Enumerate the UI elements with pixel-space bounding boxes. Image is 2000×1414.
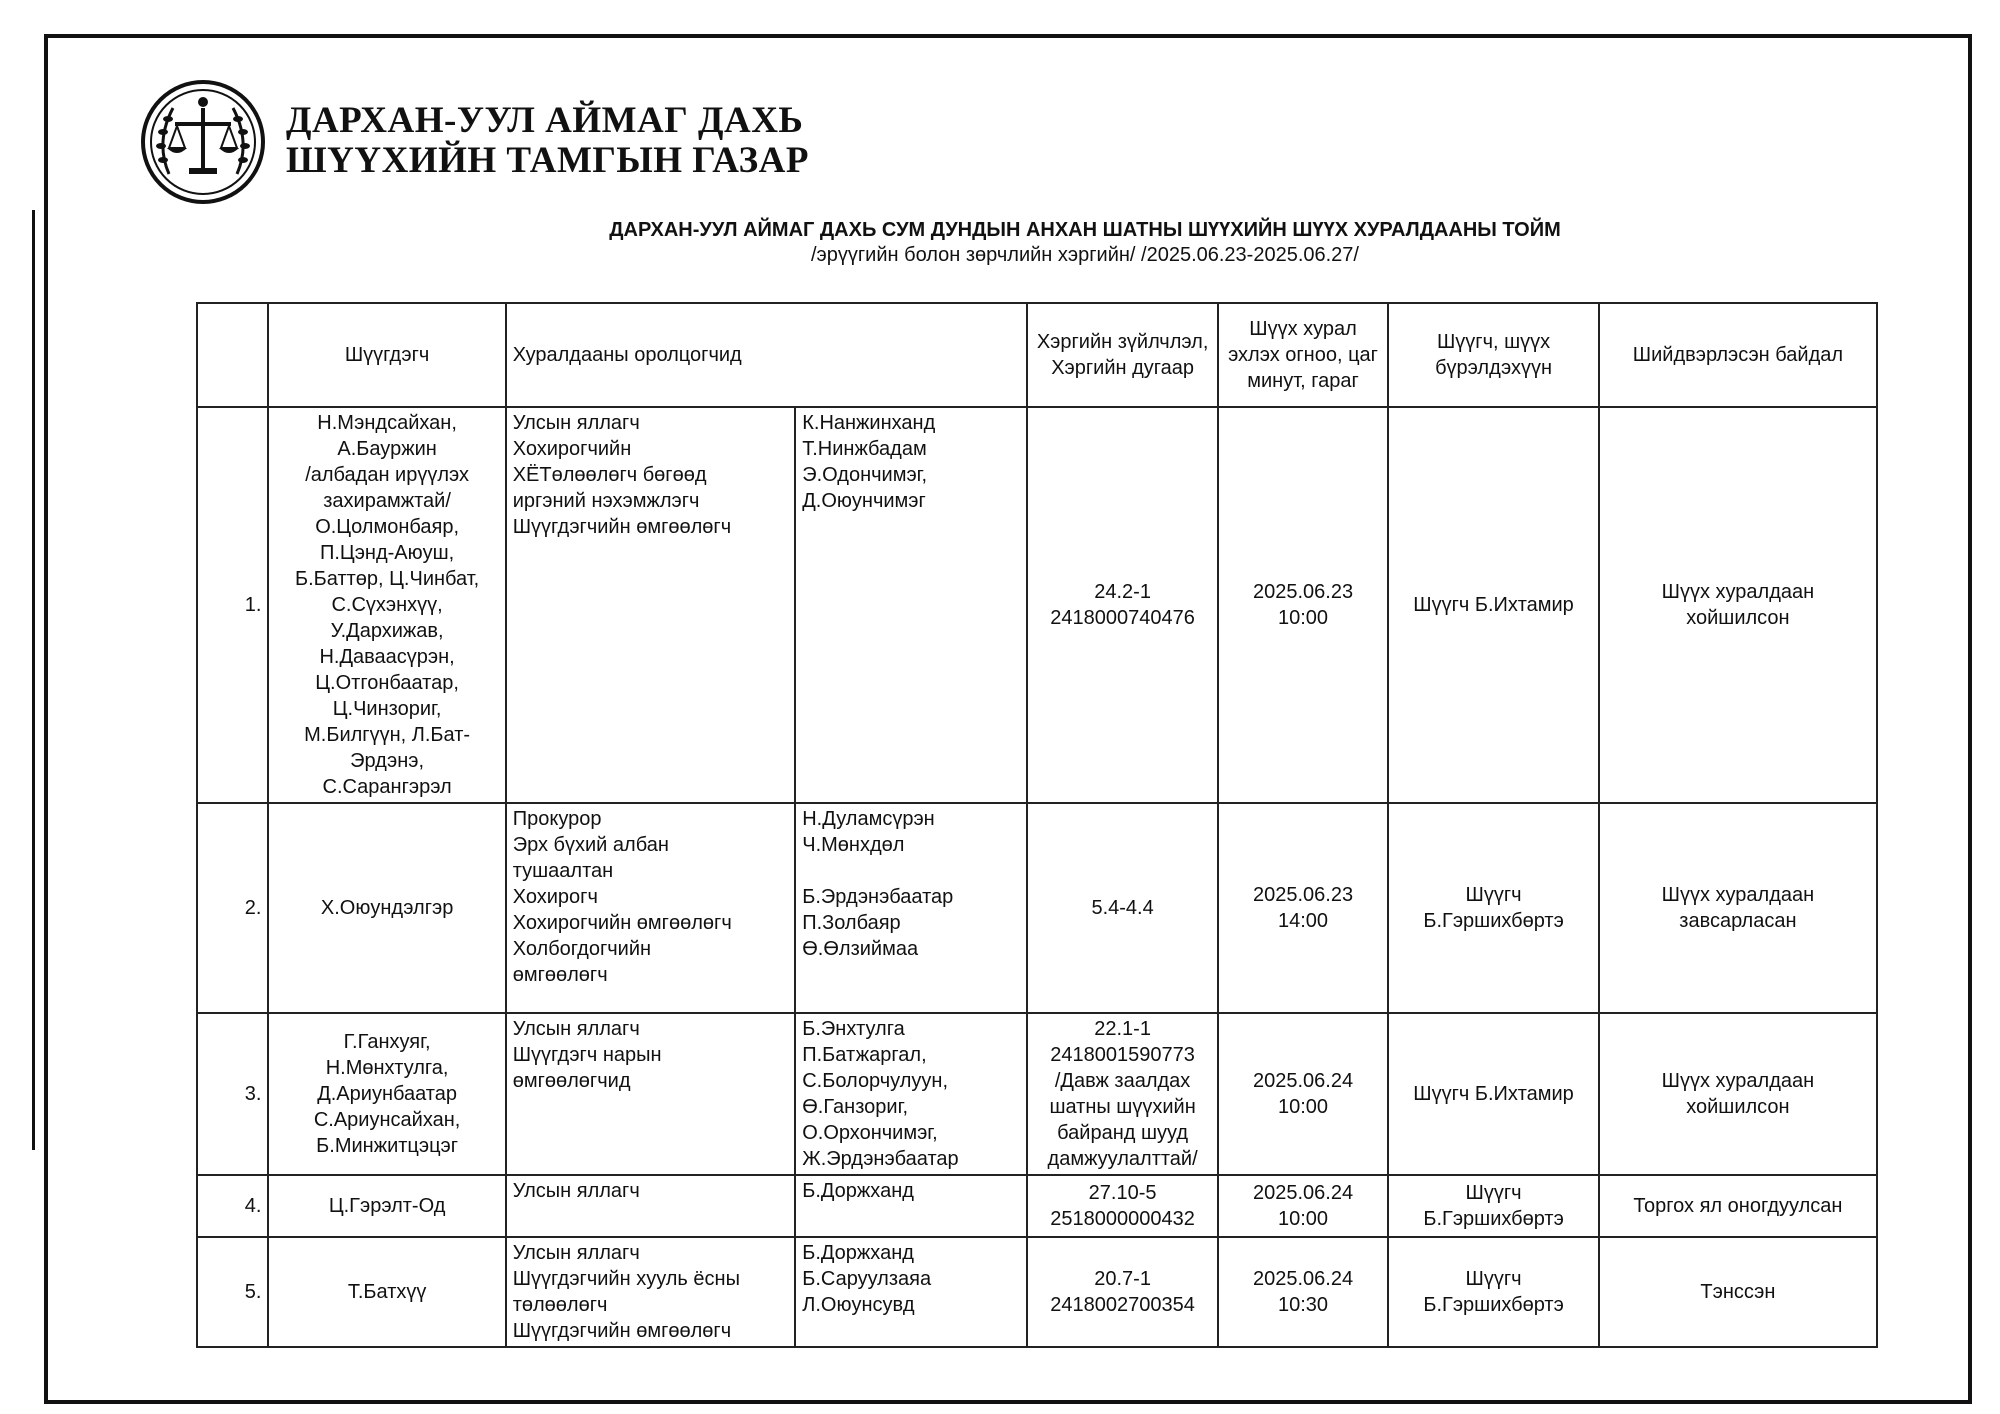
participant-roles-cell-line: иргэний нэхэмжлэгч: [512, 490, 700, 512]
case-cell-line: 24.2-1: [1094, 581, 1151, 603]
participant-roles-cell-line: Шүүгдэгч нарын: [512, 1044, 662, 1066]
defendant-cell-line: У.Дархижав,: [330, 620, 444, 642]
participant-roles-cell-line: тушаалтан: [512, 860, 614, 882]
date-cell-line: 2025.06.24: [1252, 1070, 1354, 1092]
defendant-cell-line: П.Цэнд-Аюуш,: [319, 542, 455, 564]
participant-names-cell-line: Ө.Ганзориг,: [802, 1096, 908, 1118]
date-cell-line: 2025.06.23: [1252, 884, 1354, 906]
date-cell: [1218, 1175, 1389, 1237]
defendant-cell-line: А.Бауржин: [337, 438, 437, 460]
date-cell: [1218, 1013, 1389, 1175]
result-cell: [1599, 1237, 1877, 1347]
date-cell: [1218, 803, 1389, 1013]
table-row: [197, 407, 1877, 803]
result-cell: [1599, 1013, 1877, 1175]
case-cell-line: 2418002700354: [1050, 1294, 1195, 1316]
participant-names-cell-line: К.Нанжинханд: [802, 412, 936, 434]
defendant-cell-line: Ц.Отгонбаатар,: [315, 672, 459, 694]
result-cell: [1599, 407, 1877, 803]
judge-cell-line: Б.Гэршихбөртэ: [1423, 1208, 1564, 1230]
date-cell-line: 10:00: [1278, 607, 1329, 629]
header-judge: Шүүгч, шүүх бүрэлдэхүүн: [1388, 303, 1599, 407]
participant-roles-cell-line: Холбогдогчийн: [512, 938, 652, 960]
participant-names-cell: [795, 1175, 1027, 1237]
result-cell-line: хойшилсон: [1686, 1096, 1790, 1118]
judge-cell: [1388, 1175, 1599, 1237]
title-subtitle: /эрүүгийн болон зөрчлийн хэргийн/ /2025.06.23-2025.06.27/: [811, 244, 1359, 266]
title-main: ДАРХАН-УУЛ АЙМАГ ДАХЬ СУМ ДУНДЫН АНХАН ШАТНЫ ШҮҮХИЙН ШҮҮХ ХУРАЛДААНЫ ТОЙМ: [609, 219, 1561, 241]
row-number: 1.: [197, 407, 268, 803]
case-cell-line: 27.10-5: [1088, 1182, 1157, 1204]
participant-roles-cell: [506, 407, 796, 803]
row-number: 5.: [197, 1237, 268, 1347]
header-case: Хэргийн зүйлчлэл, Хэргийн дугаар: [1027, 303, 1217, 407]
judge-cell-line: Б.Гэршихбөртэ: [1423, 1294, 1564, 1316]
participant-roles-cell: [506, 1237, 796, 1347]
judge-cell-line: Шүүгч Б.Ихтамир: [1413, 594, 1574, 616]
table-header-row: [197, 303, 1877, 407]
defendant-cell: [268, 1175, 505, 1237]
participant-names-cell-line: Ө.Өлзиймаа: [802, 938, 919, 960]
participant-roles-cell-line: Прокурор: [512, 808, 602, 830]
participant-roles-cell-line: Улсын яллагч: [512, 1242, 640, 1264]
participant-roles-cell: [506, 803, 796, 1013]
case-cell-line: 2518000000432: [1050, 1208, 1195, 1230]
table-row: [197, 1175, 1877, 1237]
participant-roles-cell-line: Улсын яллагч: [512, 1180, 640, 1202]
result-cell-line: Шүүх хуралдаан: [1661, 884, 1815, 906]
case-cell: [1027, 1013, 1217, 1175]
header-defendant: Шүүгдэгч: [268, 303, 505, 407]
judge-cell: [1388, 407, 1599, 803]
header-result: Шийдвэрлэсэн байдал: [1599, 303, 1877, 407]
judge-cell-line: Шүүгч Б.Ихтамир: [1413, 1083, 1574, 1105]
table-row: [197, 803, 1877, 1013]
row-number: 4.: [197, 1175, 268, 1237]
defendant-cell-line: Д.Ариунбаатар: [317, 1083, 457, 1105]
header-participants: Хуралдааны оролцогчид: [506, 303, 1028, 407]
participant-names-cell-line: Б.Эрдэнэбаатар: [802, 886, 954, 908]
defendant-cell-line: О.Цолмонбаяр,: [315, 516, 459, 538]
date-cell-line: 10:30: [1278, 1294, 1329, 1316]
defendant-cell: [268, 803, 505, 1013]
case-cell-line: дамжуулалттай/: [1047, 1148, 1198, 1170]
case-cell-line: 2418001590773: [1050, 1044, 1195, 1066]
judge-cell-line: Б.Гэршихбөртэ: [1423, 910, 1564, 932]
result-cell-line: Шүүх хуралдаан: [1661, 581, 1815, 603]
case-cell-line: 5.4-4.4: [1091, 897, 1154, 919]
defendant-cell: [268, 1237, 505, 1347]
hearing-schedule-table: [196, 302, 1878, 1348]
date-cell: [1218, 407, 1389, 803]
participant-names-cell-line: Б.Саруулзаяа: [802, 1268, 932, 1290]
defendant-cell-line: Б.Баттөр, Ц.Чинбат,: [294, 568, 480, 590]
case-cell-line: байранд шууд: [1057, 1122, 1189, 1144]
participant-names-cell-line: [802, 858, 1020, 884]
participant-roles-cell-line: төлөөлөгч: [512, 1294, 608, 1316]
defendant-cell-line: Н.Даваасүрэн,: [319, 646, 455, 668]
participant-roles-cell-line: Улсын яллагч: [512, 1018, 640, 1040]
judge-cell-line: Шүүгч: [1465, 1268, 1522, 1290]
result-cell-line: Шүүх хуралдаан: [1661, 1070, 1815, 1092]
result-cell: [1599, 1175, 1877, 1237]
defendant-cell-line: С.Ариунсайхан,: [313, 1109, 461, 1131]
defendant-cell-line: Н.Мэндсайхан,: [317, 412, 457, 434]
org-line-1: ДАРХАН-УУЛ АЙМАГ ДАХЬ: [286, 100, 804, 141]
document-title: [530, 218, 1640, 268]
participant-names-cell-line: Д.Оюунчимэг: [802, 490, 926, 512]
defendant-cell-line: /албадан ирүүлэх: [305, 464, 469, 486]
case-cell: [1027, 1237, 1217, 1347]
defendant-cell-line: Х.Оюундэлгэр: [320, 897, 454, 919]
defendant-cell-line: Эрдэнэ,: [350, 750, 425, 772]
defendant-cell-line: Б.Минжитцэцэг: [316, 1135, 459, 1157]
result-cell-line: завсарласан: [1679, 910, 1797, 932]
participant-roles-cell-line: Хохирогч: [512, 886, 598, 908]
result-cell-line: хойшилсон: [1686, 607, 1790, 629]
participant-names-cell-line: Ж.Эрдэнэбаатар: [802, 1148, 959, 1170]
judge-cell: [1388, 1237, 1599, 1347]
participant-roles-cell-line: өмгөөлөгч: [512, 964, 608, 986]
participant-names-cell-line: Б.Доржханд: [802, 1180, 914, 1202]
participant-roles-cell: [506, 1013, 796, 1175]
date-cell-line: 2025.06.23: [1252, 581, 1354, 603]
case-cell-line: 20.7-1: [1094, 1268, 1151, 1290]
date-cell-line: 14:00: [1278, 910, 1329, 932]
participant-names-cell-line: Т.Нинжбадам: [802, 438, 927, 460]
judge-cell: [1388, 1013, 1599, 1175]
participant-roles-cell: [506, 1175, 796, 1237]
row-number: 2.: [197, 803, 268, 1013]
participant-names-cell: [795, 1237, 1027, 1347]
case-cell-line: 22.1-1: [1094, 1018, 1151, 1040]
participant-roles-cell-line: ХЁТөлөөлөгч бөгөөд: [512, 464, 707, 486]
participant-roles-cell-line: өмгөөлөгчид: [512, 1070, 631, 1092]
defendant-cell: [268, 1013, 505, 1175]
participant-names-cell-line: О.Орхончимэг,: [802, 1122, 938, 1144]
result-cell: [1599, 803, 1877, 1013]
date-cell-line: 2025.06.24: [1252, 1268, 1354, 1290]
defendant-cell-line: С.Сүхэнхүү,: [331, 594, 443, 616]
case-cell-line: шатны шүүхийн: [1049, 1096, 1196, 1118]
court-seal-icon: [139, 78, 267, 206]
case-cell: [1027, 407, 1217, 803]
table-row: [197, 1237, 1877, 1347]
participant-roles-cell-line: Шүүгдэгчийн хууль ёсны: [512, 1268, 740, 1290]
defendant-cell-line: Ц.Чинзориг,: [332, 698, 442, 720]
participant-names-cell-line: Л.Оюунсувд: [802, 1294, 915, 1316]
participant-names-cell-line: Н.Дуламсүрэн: [802, 808, 935, 830]
judge-cell: [1388, 803, 1599, 1013]
participant-names-cell-line: С.Болорчулуун,: [802, 1070, 948, 1092]
participant-roles-cell-line: Шүүгдэгчийн өмгөөлөгч: [512, 1320, 732, 1342]
defendant-cell: [268, 407, 505, 803]
case-cell-line: /Давж заалдах: [1054, 1070, 1191, 1092]
case-cell: [1027, 803, 1217, 1013]
case-cell: [1027, 1175, 1217, 1237]
participant-names-cell-line: Б.Доржханд: [802, 1242, 914, 1264]
defendant-cell-line: Г.Ганхуяг,: [343, 1031, 431, 1053]
participant-roles-cell-line: Хохирогчийн: [512, 438, 632, 460]
judge-cell-line: Шүүгч: [1465, 884, 1522, 906]
participant-roles-cell-line: Хохирогчийн өмгөөлөгч: [512, 912, 732, 934]
participant-names-cell: [795, 407, 1027, 803]
date-cell-line: 2025.06.24: [1252, 1182, 1354, 1204]
participant-names-cell-line: Ч.Мөнхдөл: [802, 834, 905, 856]
case-cell-line: 2418000740476: [1050, 607, 1195, 629]
header-date: Шүүх хурал эхлэх огноо, цаг минут, гараг: [1218, 303, 1389, 407]
defendant-cell-line: С.Сарангэрэл: [322, 776, 452, 798]
defendant-cell-line: Т.Батхүү: [347, 1281, 427, 1303]
participant-names-cell: [795, 803, 1027, 1013]
participant-roles-cell-line: Улсын яллагч: [512, 412, 640, 434]
result-cell-line: Тэнссэн: [1700, 1281, 1776, 1303]
participant-names-cell-line: Э.Одончимэг,: [802, 464, 928, 486]
participant-names-cell-line: П.Батжаргал,: [802, 1044, 927, 1066]
result-cell-line: Торгох ял оногдуулсан: [1633, 1195, 1843, 1217]
defendant-cell-line: М.Билгүүн, Л.Бат-: [304, 724, 471, 746]
participant-names-cell-line: П.Золбаяр: [802, 912, 901, 934]
margin-rule: [32, 210, 35, 1150]
date-cell: [1218, 1237, 1389, 1347]
row-number: 3.: [197, 1013, 268, 1175]
defendant-cell-line: Н.Мөнхтулга,: [325, 1057, 449, 1079]
defendant-cell-line: захирамжтай/: [323, 490, 451, 512]
defendant-cell-line: Ц.Гэрэлт-Од: [328, 1195, 446, 1217]
date-cell-line: 10:00: [1278, 1096, 1329, 1118]
participant-names-cell-line: Б.Энхтулга: [802, 1018, 905, 1040]
judge-cell-line: Шүүгч: [1465, 1182, 1522, 1204]
header-no: [197, 303, 268, 407]
participant-roles-cell-line: Шүүгдэгчийн өмгөөлөгч: [512, 516, 732, 538]
org-line-2: ШҮҮХИЙН ТАМГЫН ГАЗАР: [286, 140, 809, 181]
organization-name: [286, 101, 809, 181]
table-row: [197, 1013, 1877, 1175]
participant-roles-cell-line: Эрх бүхий албан: [512, 834, 669, 856]
participant-names-cell: [795, 1013, 1027, 1175]
date-cell-line: 10:00: [1278, 1208, 1329, 1230]
